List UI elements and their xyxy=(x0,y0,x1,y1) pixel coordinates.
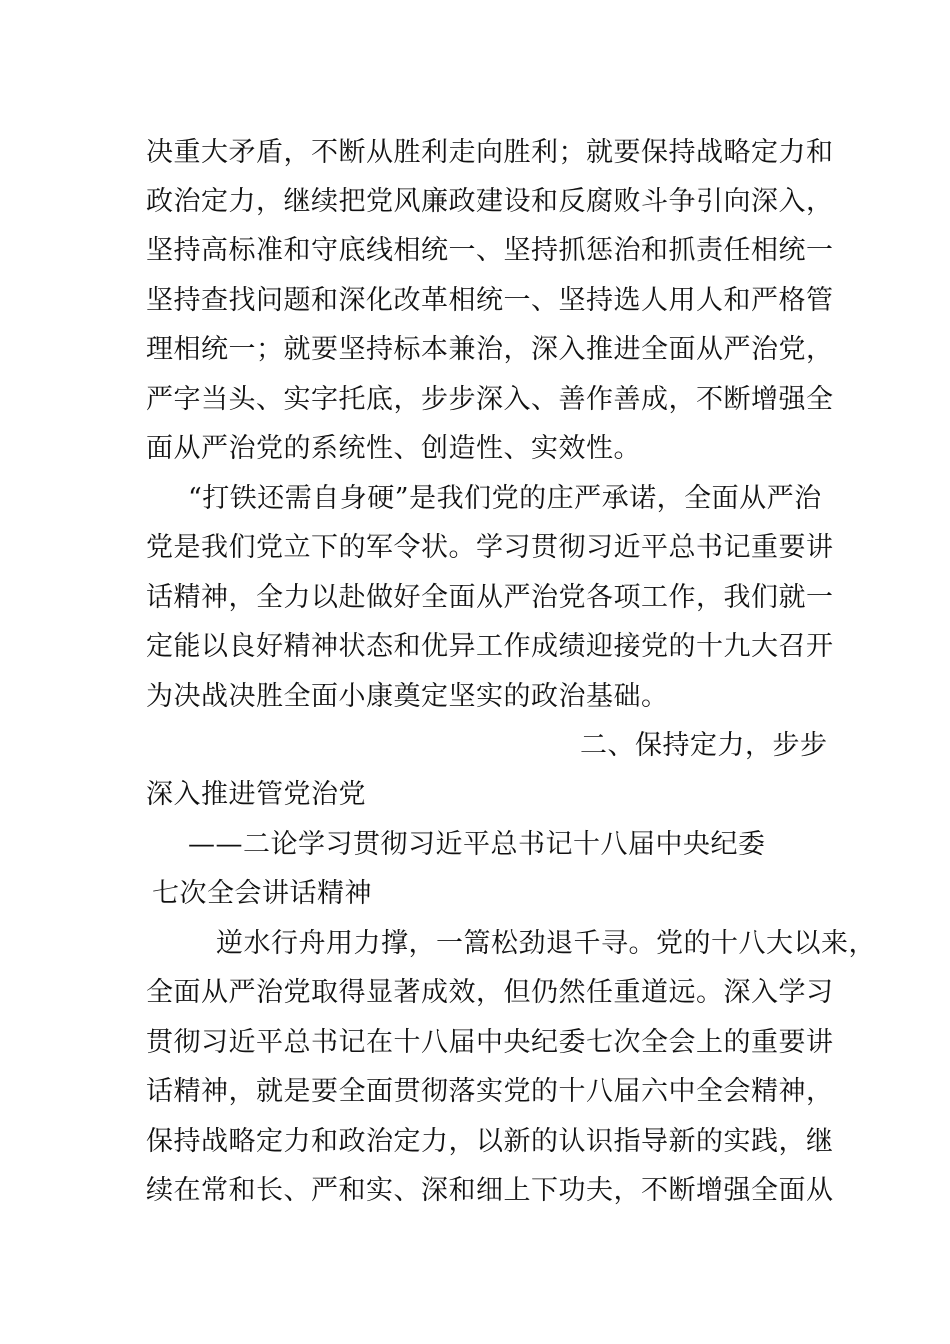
section-subtitle-line-1: ——二论学习贯彻习近平总书记十八届中央纪委 xyxy=(188,829,766,860)
paragraph-3-line-6: 续在常和长、严和实、深和细上下功夫，不断增强全面从 xyxy=(146,1175,834,1206)
text-line-4: 坚持查找问题和深化改革相统一、坚持选人用人和严格管 xyxy=(146,285,834,316)
paragraph-2-line-4: 定能以良好精神状态和优异工作成绩迎接党的十九大召开 xyxy=(146,631,834,662)
text-line-7: 面从严治党的系统性、创造性、实效性。 xyxy=(146,433,641,464)
paragraph-3-line-2: 全面从严治党取得显著成效，但仍然任重道远。深入学习 xyxy=(146,977,834,1008)
text-line-6: 严字当头、实字托底，步步深入、善作善成，不断增强全 xyxy=(146,384,834,415)
paragraph-2-line-5: 为决战决胜全面小康奠定坚实的政治基础。 xyxy=(146,681,669,712)
paragraph-3-line-4: 话精神，就是要全面贯彻落实党的十八届六中全会精神， xyxy=(146,1076,834,1107)
paragraph-2-line-1: “打铁还需自身硬”是我们党的庄严承诺，全面从严治 xyxy=(188,483,822,514)
section-subtitle-line-2: 七次全会讲话精神 xyxy=(152,878,372,909)
paragraph-3-line-5: 保持战略定力和政治定力，以新的认识指导新的实践，继 xyxy=(146,1126,834,1157)
paragraph-2-line-2: 党是我们党立下的军令状。学习贯彻习近平总书记重要讲 xyxy=(146,532,834,563)
section-heading-line-2: 深入推进管党治党 xyxy=(146,779,366,810)
paragraph-2-line-3: 话精神，全力以赴做好全面从严治党各项工作，我们就一 xyxy=(146,582,834,613)
paragraph-3-line-1: 逆水行舟用力撑，一篙松劲退千寻。党的十八大以来， xyxy=(216,928,876,959)
paragraph-3-line-3: 贯彻习近平总书记在十八届中央纪委七次全会上的重要讲 xyxy=(146,1027,834,1058)
text-line-5: 理相统一；就要坚持标本兼治，深入推进全面从严治党， xyxy=(146,334,834,365)
text-line-1: 决重大矛盾，不断从胜利走向胜利；就要保持战略定力和 xyxy=(146,137,834,168)
section-heading-line-1: 二、保持定力，步步 xyxy=(580,730,828,761)
text-line-3: 坚持高标准和守底线相统一、坚持抓惩治和抓责任相统一 xyxy=(146,235,834,266)
text-line-2: 政治定力，继续把党风廉政建设和反腐败斗争引向深入， xyxy=(146,186,834,217)
